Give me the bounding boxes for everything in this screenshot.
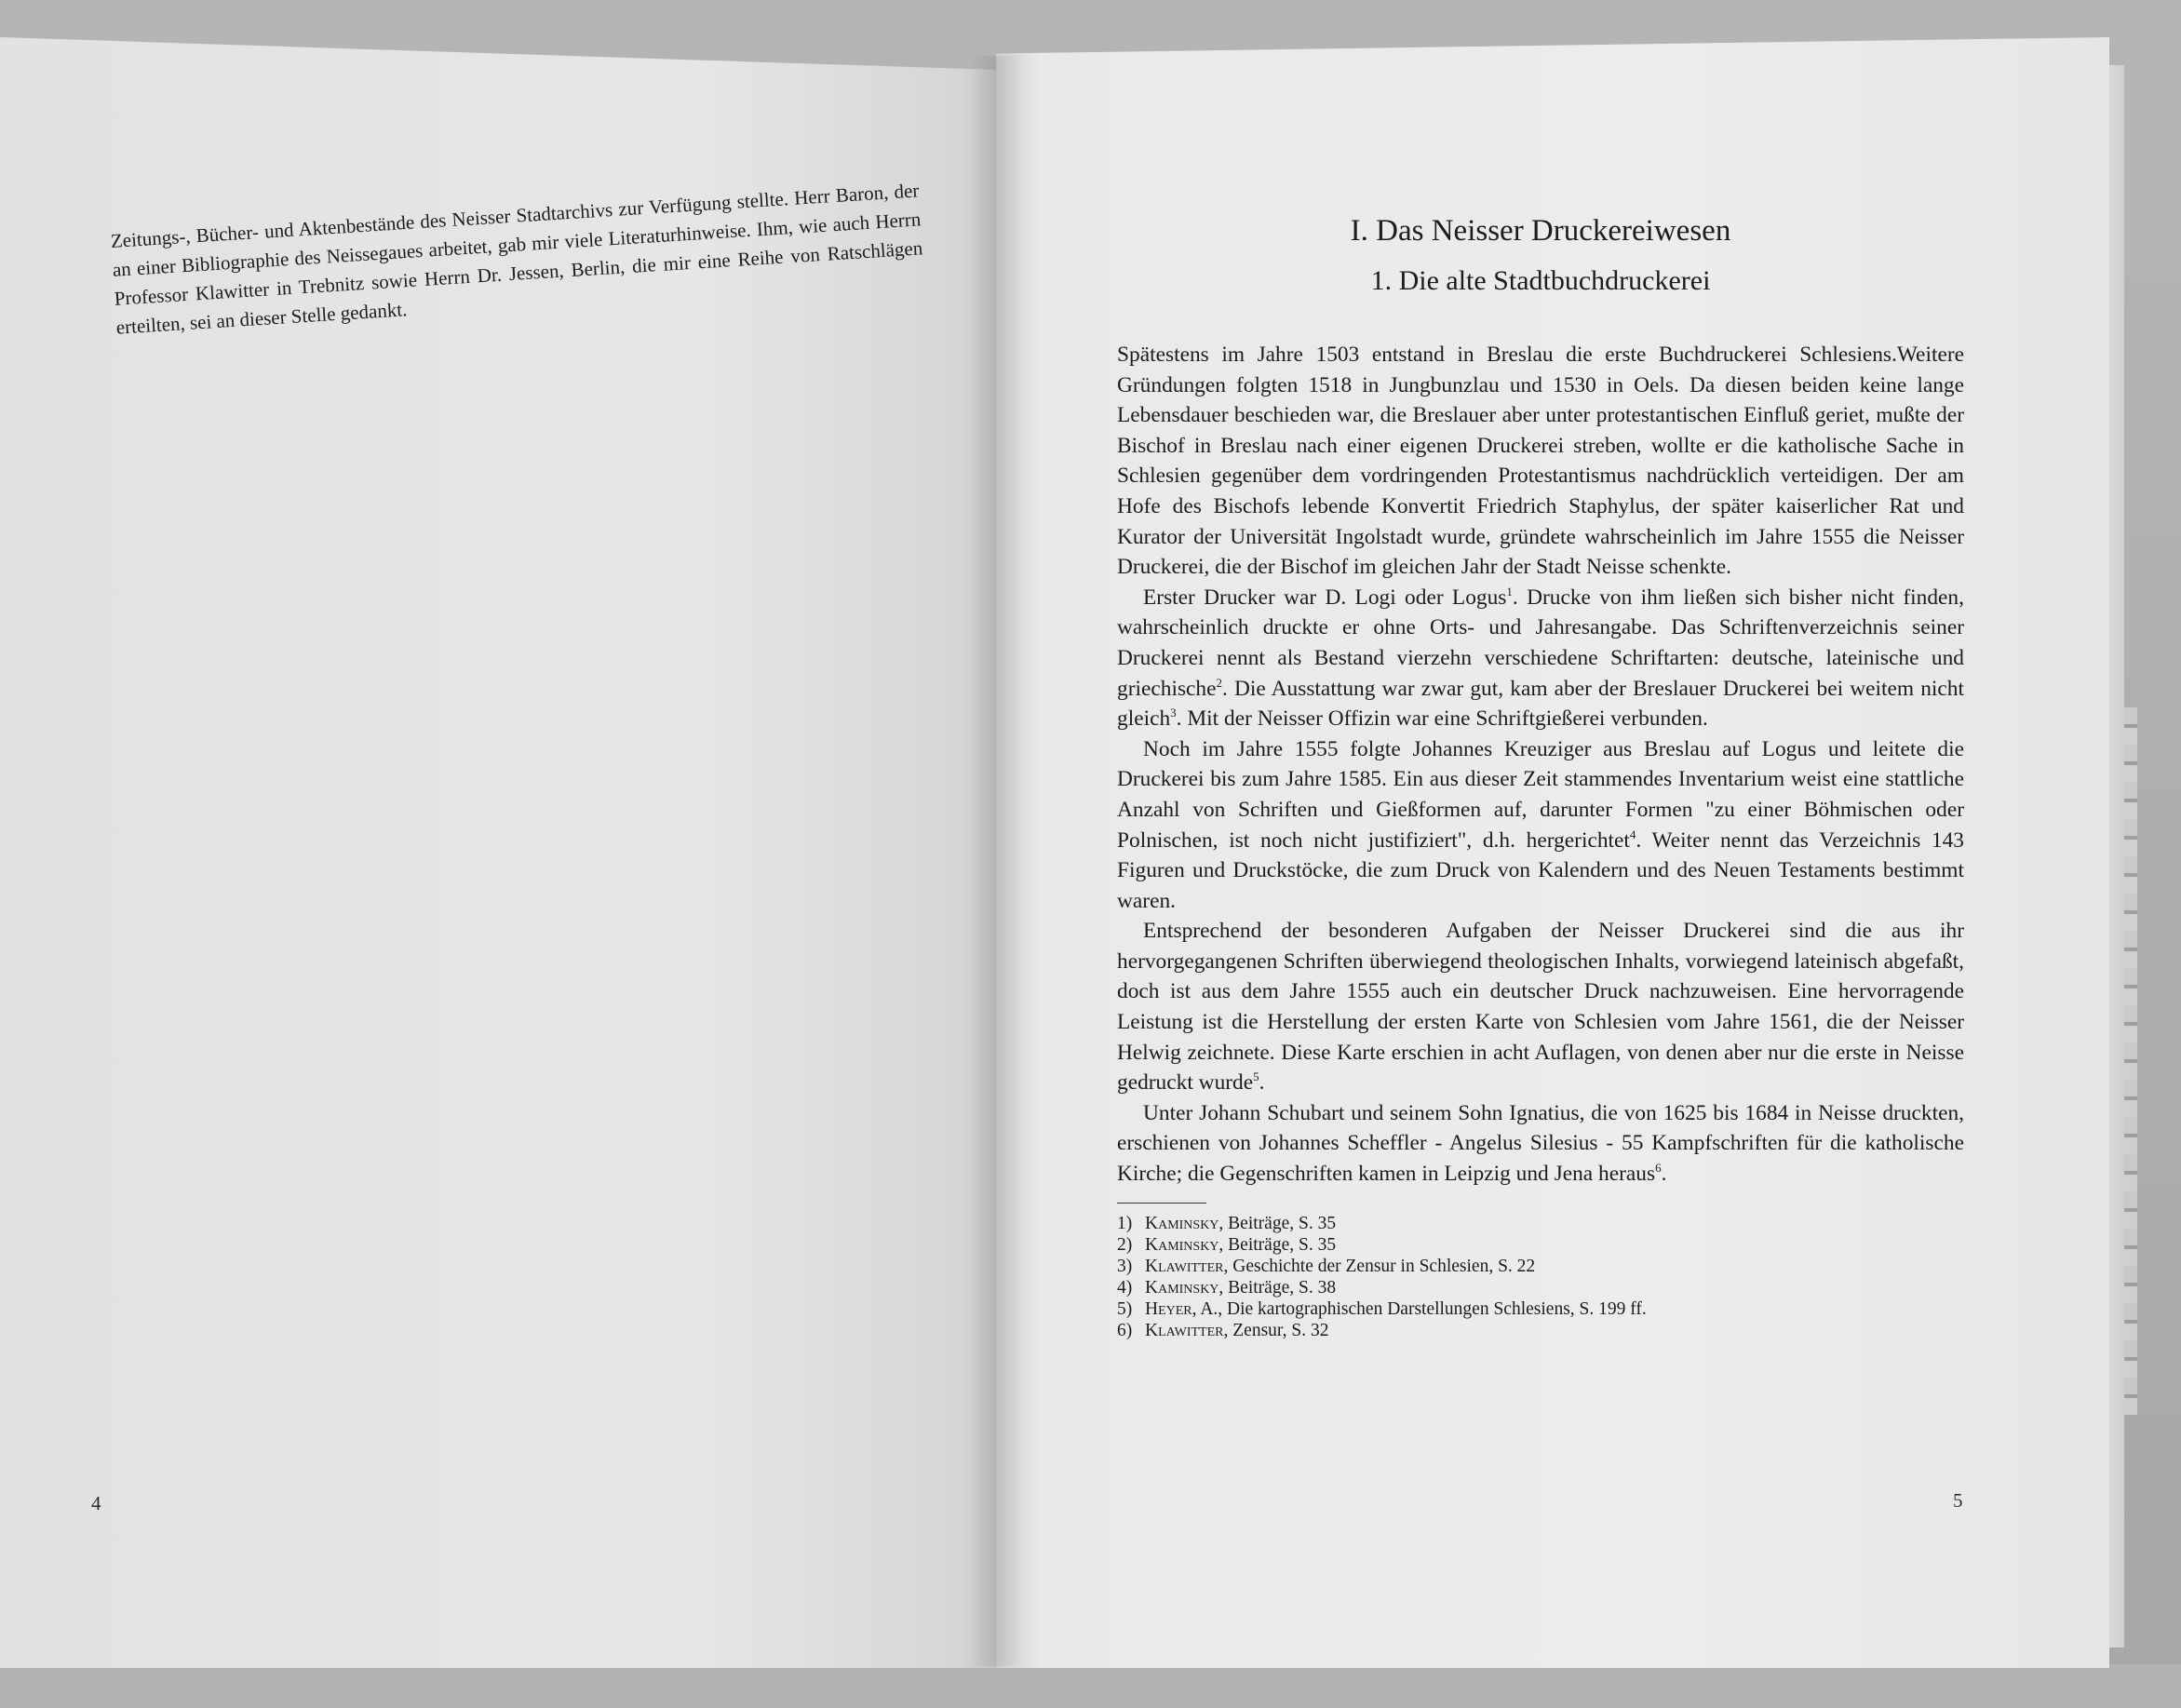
footnote-5: 5) Heyer, A., Die kartographischen Darstellungen Schlesiens, S. 199 ff. [1117, 1298, 1647, 1319]
page-number-right: 5 [1953, 1489, 1963, 1512]
newspaper-edge [2124, 707, 2137, 1415]
acknowledgement-paragraph: Zeitungs-, Bücher- und Aktenbestände des Neisser Stadtarchivs zur Verfügung stellte. Herr Baron, der an einer Bibliographie des Neissegaues arbeitet, gab mir viele Literaturhinweise. Ihm, wie auch Herrn Professor Klawitter in Trebnitz sowie Herrn Dr. Jessen, Berlin, die mir eine Reihe von Ratschlägen erteilten, sei an dieser Stelle gedankt. [110, 179, 923, 339]
footnote-3: 3) Klawitter, Geschichte der Zensur in Schlesien, S. 22 [1117, 1256, 1536, 1276]
footnote-4: 4) Kaminsky, Beiträge, S. 38 [1117, 1277, 1337, 1298]
paragraph-4: Entsprechend der besonderen Aufgaben der Neisser Druckerei sind die aus ihr hervorgegangenen Schriften überwiegend theologischen Inhalts, vorwiegend lateinisch abgefaßt, doch ist aus dem Jahre 1555 auch ein deutscher Druck nachzuweisen. Eine hervorragende Leistung ist die Herstellung der ersten Karte von Schlesien vom Jahre 1561, die der Neisser Helwig zeichnete. Diese Karte erschien in acht Auflagen, von denen aber nur die erste in Neisse gedruckt wurde$^5$. [1117, 919, 1964, 1096]
paragraph-1: Spätestens im Jahre 1503 entstand in Breslau die erste Buchdruckerei Schlesiens.Weitere Gründungen folgten 1518 in Jungbunzlau und 1530 in Oels. Da diesen beiden keine lange Lebensdauer beschieden war, die Breslauer aber unter protestantischen Einfluß geriet, mußte der Bischof in Breslau nach einer eigenen Druckerei streben, wollte er die katholische Sache in Schlesien gegenüber dem vordringenden Protestantismus nachdrücklich verteidigen. Der am Hofe des Bischofs lebende Konvertit Friedrich Staphylus, der später kaiserlicher Rat und Kurator der Universität Ingolstadt wurde, gründete wahrscheinlich im Jahre 1555 die Neisser Druckerei, die der Bischof im gleichen Jahr der Stadt Neisse schenkte. [1117, 343, 1964, 580]
chapter-title: I. Das Neisser Druckereiwesen [1350, 214, 1731, 248]
footnote-ref-2: 2 [1216, 675, 1223, 690]
footnote-1: 1) Kaminsky, Beiträge, S. 35 [1117, 1213, 1337, 1233]
paragraph-5: Unter Johann Schubart und seinem Sohn Ignatius, die von 1625 bis 1684 in Neisse druckten, erschienen von Johannes Scheffler - Angelus Silesius - 55 Kampfschriften für die katholische Kirche; die Gegenschriften kamen in Leipzig und Jena heraus$^6$. [1117, 1100, 1964, 1187]
footnotes [1117, 1213, 1964, 1341]
footnote-divider [1117, 1203, 1206, 1204]
footnote-ref-6: 6 [1655, 1161, 1662, 1176]
page-number-left: 4 [91, 1492, 101, 1514]
paragraph-3: Noch im Jahre 1555 folgte Johannes Kreuziger aus Breslau auf Logus und leitete die Druckerei bis zum Jahre 1585. Ein aus dieser Zeit stammendes Inventarium weist eine stattliche Anzahl von Schriften und Gießformen auf, darunter Formen "zu einer Böhmischen oder Polnischen, ist noch nicht justifiziert", d.h. hergerichtet$^4$. Weiter nennt das Verzeichnis 143 Figuren und Druckstöcke, die zum Druck von Kalendern und des Neuen Testaments bestimmt waren. [1117, 736, 1964, 913]
book-cover-bottom [0, 1664, 2181, 1708]
right-page-content [1117, 214, 1964, 1341]
footnote-6: 6) Klawitter, Zensur, S. 32 [1117, 1320, 1329, 1340]
paragraph-2: Erster Drucker war D. Logi oder Logus$^1$. Drucke von ihm ließen sich bisher nicht finden, wahrscheinlich druckte er ohne Orts- und Jahresangabe. Das Schriftenverzeichnis seiner Druckerei nennt als Bestand vierzehn verschiedene Schriftarten: deutsche, lateinische und griechische$^2$. Die Ausstattung war zwar gut, kam aber der Breslauer Druckerei bei weitem nicht gleich$^3$. Mit der Neisser Offizin war eine Schriftgießerei verbunden. [1117, 584, 1964, 732]
footnote-ref-1: 1 [1506, 584, 1513, 598]
footnote-ref-4: 4 [1629, 827, 1636, 841]
book-spine [968, 56, 1024, 1666]
footnote-2: 2) Kaminsky, Beiträge, S. 35 [1117, 1234, 1337, 1255]
section-title: 1. Die alte Stadtbuchdruckerei [1370, 265, 1711, 296]
footnote-ref-5: 5 [1253, 1069, 1259, 1084]
footnote-ref-3: 3 [1170, 706, 1177, 720]
body-text [1117, 340, 1964, 1190]
